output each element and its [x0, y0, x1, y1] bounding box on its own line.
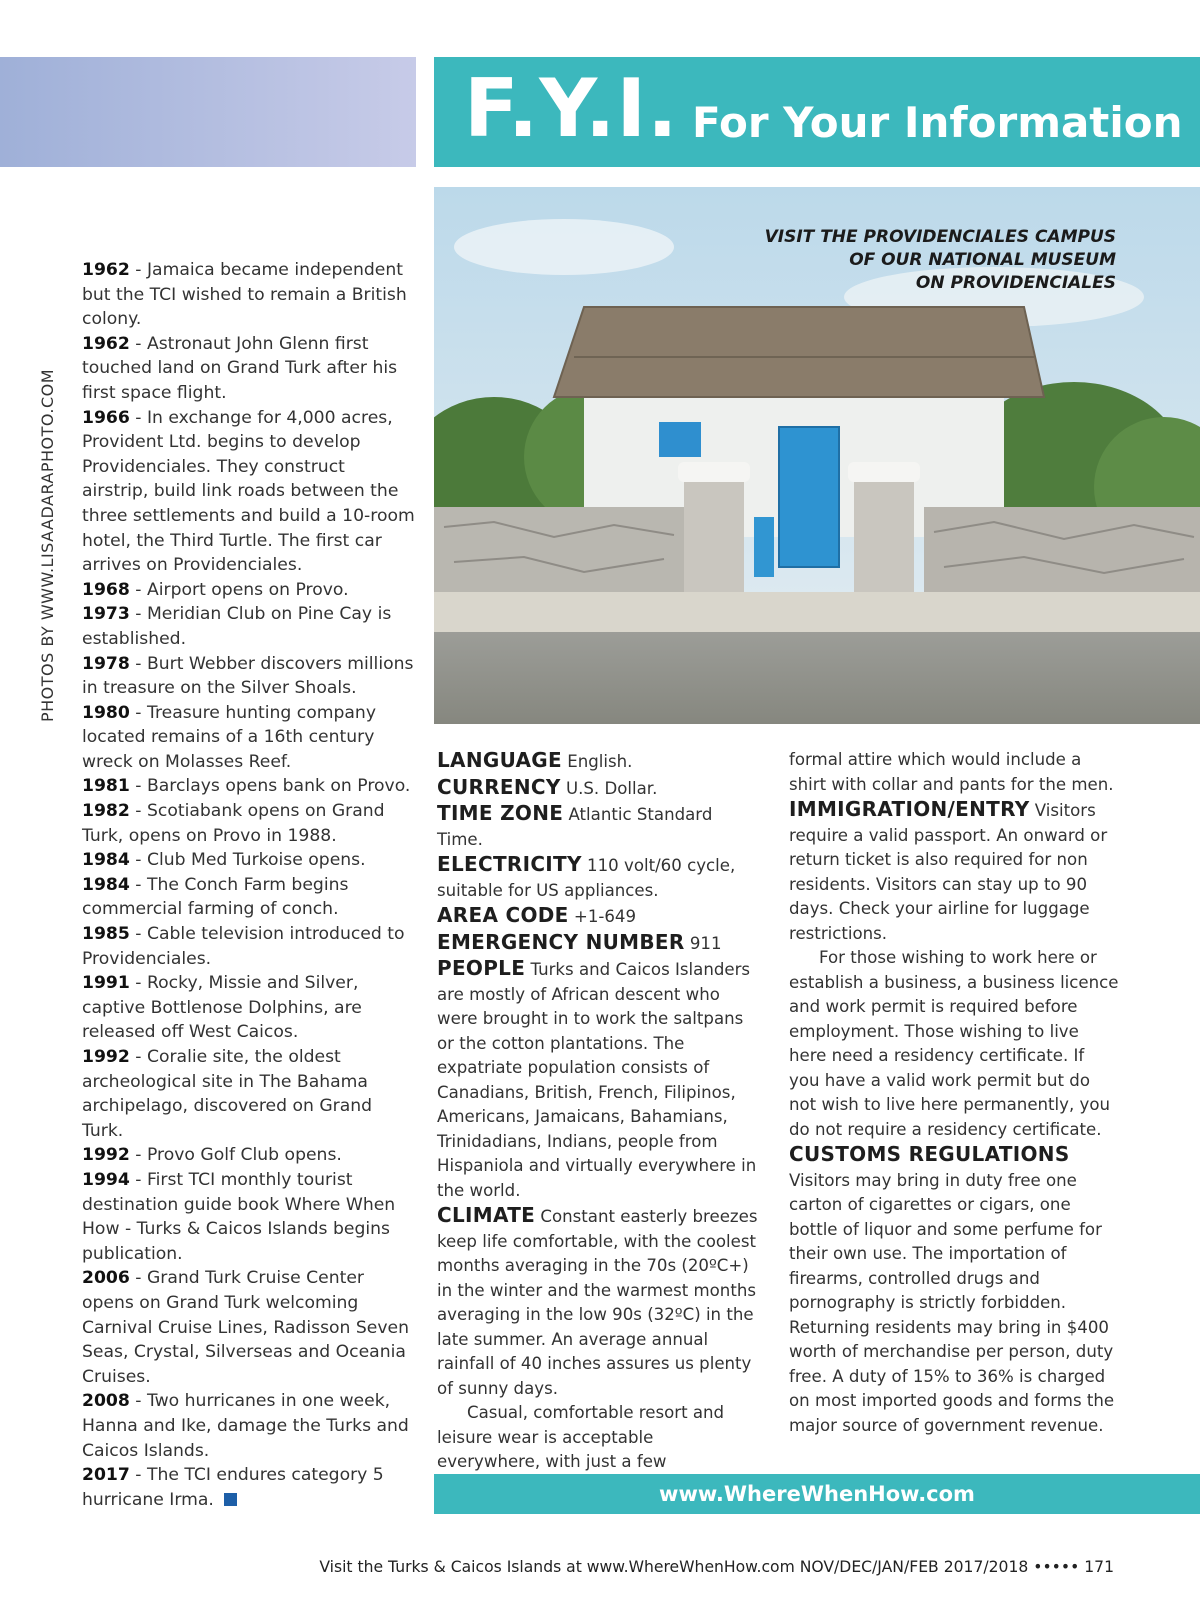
timeline-text: - Airport opens on Provo.	[129, 579, 349, 600]
timeline-year: 1978	[82, 653, 130, 674]
info-text: 110 volt/60 cycle, suitable for US appliances.	[437, 856, 736, 900]
info-column-middle	[437, 748, 759, 1499]
info-heading: ELECTRICITY	[437, 852, 582, 876]
timeline-text: - Barclays opens bank on Provo.	[129, 776, 411, 797]
info-heading: AREA CODE	[437, 903, 569, 927]
timeline-year: 2006	[82, 1268, 130, 1289]
timeline-entry	[82, 406, 416, 578]
info-entry	[437, 930, 759, 957]
info-column-right	[789, 748, 1119, 1438]
header-band	[434, 57, 1200, 167]
timeline-text: - Grand Turk Cruise Center opens on Grand Turk welcoming Carnival Cruise Lines, Radisson Seven Seas, Crystal, Silverseas and Oceania Cruises.	[82, 1268, 410, 1387]
timeline-text: - The Conch Farm begins commercial farming of conch.	[82, 874, 349, 920]
timeline-entry	[82, 701, 416, 775]
info-text: +1-649	[568, 907, 637, 926]
timeline-text: - Burt Webber discovers millions in treasure on the Silver Shoals.	[82, 653, 414, 699]
work-permit-paragraph: For those wishing to work here or establish a business, a business licence and work permit is required before employment. Those wishing to live here need a residency certificate. If you have a valid work permit but do not wish to live here permanently, you do not require a residency certificate.	[789, 948, 1119, 1139]
timeline-text: - Treasure hunting company located remains of a 16th century wreck on Molasses Reef.	[82, 702, 376, 772]
timeline-entry	[82, 799, 416, 848]
timeline-text: - Jamaica became independent but the TCI wished to remain a British colony.	[82, 260, 407, 330]
timeline-entry	[82, 922, 416, 971]
timeline-text: - Coralie site, the oldest archeological site in The Bahama archipelago, discovered on Grand Turk.	[82, 1047, 373, 1141]
timeline-text: - First TCI monthly tourist destination guide book Where When How - Turks & Caicos Islands begins publication.	[82, 1169, 396, 1264]
info-entry	[437, 1203, 759, 1401]
info-entry	[437, 956, 759, 1203]
info-text: Atlantic Standard Time.	[437, 805, 713, 849]
timeline-entry	[82, 332, 416, 406]
timeline-entry	[82, 652, 416, 701]
info-heading: PEOPLE	[437, 956, 526, 980]
info-text: English.	[561, 752, 633, 771]
info-entry	[437, 801, 759, 852]
timeline-entry	[82, 1463, 416, 1512]
info-heading: CURRENCY	[437, 774, 561, 799]
timeline-year: 1980	[82, 702, 130, 723]
timeline-year: 1966	[82, 407, 130, 428]
timeline-entry	[82, 873, 416, 922]
info-entry	[437, 748, 759, 775]
timeline-entry	[82, 578, 416, 603]
timeline-text: - Two hurricanes in one week, Hanna and Ike, damage the Turks and Caicos Islands.	[82, 1391, 409, 1461]
timeline-year: 1984	[82, 850, 130, 871]
timeline-entry	[82, 258, 416, 332]
info-text: U.S. Dollar.	[560, 778, 658, 798]
timeline-entry	[82, 1389, 416, 1463]
website-banner	[434, 1474, 1200, 1514]
caption-line: ON PROVIDENCIALES	[915, 273, 1116, 293]
info-entry	[437, 852, 759, 903]
info-heading: EMERGENCY NUMBER	[437, 929, 685, 954]
timeline-year: 1984	[82, 874, 130, 895]
timeline-entry	[82, 1168, 416, 1266]
timeline-text: - Provo Golf Club opens.	[129, 1145, 342, 1166]
end-square-icon	[224, 1493, 237, 1506]
timeline-entry	[82, 848, 416, 873]
timeline-year: 2017	[82, 1465, 130, 1486]
info-text: Constant easterly breezes keep life comfortable, with the coolest months averaging in the 70s (20ºC+) in the winter and the warmest months averaging in the low 90s (32ºC) in the late summer. An average annual rainfall of 40 inches assures us plenty of sunny days.	[437, 1207, 758, 1398]
info-entry	[437, 903, 759, 930]
left-color-band	[0, 57, 416, 167]
info-heading: LANGUAGE	[437, 748, 562, 772]
timeline-text: - Rocky, Missie and Silver, captive Bottlenose Dolphins, are released off West Caicos.	[82, 973, 362, 1043]
timeline-entry	[82, 1143, 416, 1168]
info-entry	[437, 775, 759, 802]
info-heading: TIME ZONE	[437, 801, 564, 825]
timeline-entry	[82, 1045, 416, 1143]
timeline-year: 1962	[82, 260, 130, 280]
timeline-year: 1968	[82, 579, 130, 600]
museum-photo	[434, 187, 1200, 724]
page-footer: Visit the Turks & Caicos Islands at www.WhereWhenHow.com NOV/DEC/JAN/FEB 2017/2018 ••••• 171	[319, 1558, 1114, 1576]
timeline-year: 1962	[82, 333, 130, 354]
timeline-entry	[82, 1266, 416, 1389]
photo-credit: PHOTOS BY WWW.LISAADARAPHOTO.COM	[38, 368, 57, 722]
caption-line: VISIT THE PROVIDENCIALES CAMPUS	[764, 227, 1116, 247]
timeline-entry	[82, 602, 416, 651]
timeline-year: 1982	[82, 801, 130, 822]
customs-heading: CUSTOMS REGULATIONS	[789, 1142, 1070, 1166]
info-heading: CLIMATE	[437, 1203, 536, 1227]
fyi-title: F.Y.I.	[464, 62, 679, 155]
fyi-subtitle: For Your Information	[692, 98, 1183, 147]
timeline-text: - Scotiabank opens on Grand Turk, opens on Provo in 1988.	[82, 801, 385, 846]
timeline-year: 1985	[82, 924, 130, 945]
attire-paragraph: Casual, comfortable resort and leisure wear is acceptable everywhere, with just a few	[437, 1403, 725, 1471]
customs-text: Visitors may bring in duty free one carton of cigarettes or cigars, one bottle of liquor and some perfume for their own use. The importation of firearms, controlled drugs and pornography is strictly forbidden. Returning residents may bring in $400 worth of merchandise per person, duty free. A duty of 15% to 36% is charged on most imported goods and forms the major source of government revenue.	[789, 1170, 1115, 1435]
timeline-text: - In exchange for 4,000 acres, Provident Ltd. begins to develop Providenciales. They construct airstrip, build link roads between the three settlements and build a 10-room hotel, the Third Turtle. The first car arrives on Providenciales.	[82, 407, 415, 576]
timeline-entry	[82, 774, 416, 799]
timeline-year: 2008	[82, 1391, 130, 1412]
attire-continuation: formal attire which would include a shirt with collar and pants for the men.	[789, 750, 1114, 794]
timeline-year: 1992	[82, 1047, 130, 1067]
timeline-year: 1991	[82, 973, 130, 994]
website-link[interactable]: www.WhereWhenHow.com	[659, 1482, 975, 1506]
timeline-text: - Cable television introduced to Providenciales.	[82, 924, 405, 969]
timeline-year: 1994	[82, 1169, 130, 1190]
timeline-year: 1992	[82, 1145, 130, 1166]
info-text: 911	[684, 933, 722, 953]
timeline-text: - Club Med Turkoise opens.	[129, 850, 366, 871]
caption-line: OF OUR NATIONAL MUSEUM	[849, 250, 1116, 270]
timeline-year: 1973	[82, 604, 130, 625]
timeline	[82, 258, 416, 1512]
timeline-text: - The TCI endures category 5 hurricane Irma.	[82, 1465, 384, 1510]
photo-caption	[765, 226, 1116, 295]
immigration-heading: IMMIGRATION/ENTRY	[789, 797, 1030, 821]
immigration-text: Visitors require a valid passport. An onward or return ticket is also required for non residents. Visitors can stay up to 90 days. Check your airline for luggage restrictions.	[789, 801, 1108, 943]
timeline-year: 1981	[82, 776, 130, 797]
customs-heading-line	[789, 1142, 1119, 1169]
timeline-entry	[82, 971, 416, 1045]
immigration-entry	[789, 797, 1119, 946]
info-text: Turks and Caicos Islanders are mostly of African descent who were brought in to work the saltpans or the cotton plantations. The expatriate population consists of Canadians, British, French, Filipinos, Americans, Jamaicans, Bahamians, Trinidadians, Indians, people from Hispaniola and virtually everywhere in the world.	[437, 960, 757, 1200]
timeline-text: - Meridian Club on Pine Cay is established.	[82, 604, 392, 649]
timeline-text: - Astronaut John Glenn first touched land on Grand Turk after his first space flight.	[82, 333, 398, 403]
